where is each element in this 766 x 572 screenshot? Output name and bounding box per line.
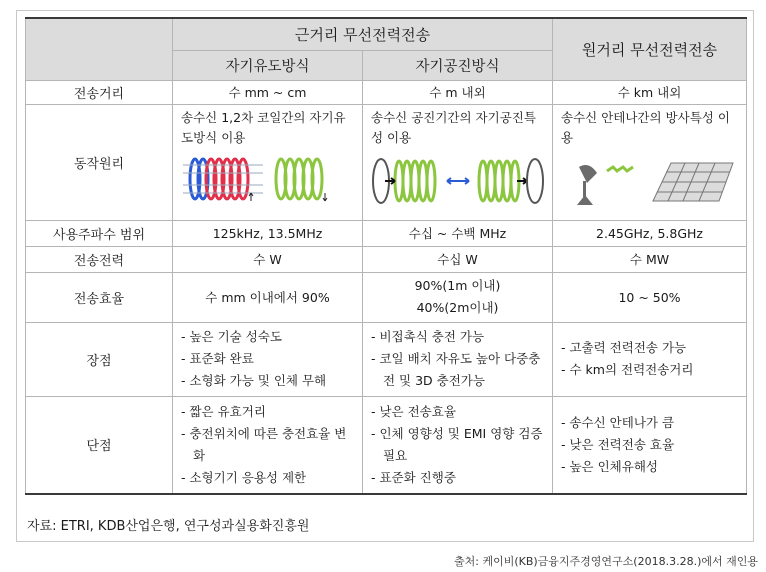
efficiency-resonance-1m: 90%(1m 이내)	[414, 278, 501, 293]
list-item: - 소형기기 응용성 제한	[181, 467, 354, 489]
resonance-coil-illustration	[363, 151, 552, 213]
principle-resonance-text: 송수신 공진기간의 자기공진특성 이용	[371, 109, 536, 145]
row-label-efficiency: 전송효율	[26, 272, 173, 322]
induction-coil-illustration	[173, 151, 362, 213]
row-label-distance: 전송거리	[26, 80, 173, 104]
row-label-power: 전송전력	[26, 246, 173, 272]
cons-far-cell	[553, 396, 747, 494]
table-row-pros	[26, 322, 747, 396]
induction-coils-icon	[173, 151, 363, 213]
cons-resonance-cell	[363, 396, 553, 494]
list-item: - 높은 기술 성숙도	[181, 326, 354, 348]
header-magnetic-resonance: 자기공진방식	[363, 50, 553, 80]
principle-far-text: 송수신 안테나간의 방사특성 이용	[561, 109, 730, 145]
header-near-field: 근거리 무선전력전송	[173, 18, 553, 50]
header-magnetic-induction: 자기유도방식	[173, 50, 363, 80]
resonance-coils-icon	[363, 151, 553, 213]
table-row-frequency	[26, 220, 747, 246]
table-row-power	[26, 246, 747, 272]
credit-note: 출처: 케이비(KB)금융지주경영연구소(2018.3.28.)에서 재인용	[454, 555, 758, 568]
list-item: - 충전위치에 따른 충전효율 변화	[181, 423, 354, 467]
wpt-comparison-table	[25, 17, 747, 495]
list-item: - 코일 배치 자유도 높아 다중충전 및 3D 충전가능	[371, 348, 544, 392]
list-item: - 인체 영향성 및 EMI 영향 검증 필요	[371, 423, 544, 467]
principle-induction-text: 송수신 1,2차 코일간의 자기유도방식 이용	[181, 109, 346, 145]
pros-induction-cell	[173, 322, 363, 396]
distance-induction: 수 mm ~ cm	[173, 80, 363, 104]
distance-far: 수 km 내외	[553, 80, 747, 104]
efficiency-induction: 수 mm 이내에서 90%	[173, 272, 363, 322]
power-far: 수 MW	[553, 246, 747, 272]
list-item: - 표준화 완료	[181, 348, 354, 370]
frequency-induction: 125kHz, 13.5MHz	[173, 220, 363, 246]
row-label-pros: 장점	[26, 322, 173, 396]
header-corner	[26, 18, 173, 80]
far-field-illustration	[553, 151, 746, 213]
principle-resonance-cell	[363, 104, 553, 220]
header-far-field: 원거리 무선전력전송	[553, 18, 747, 80]
list-item: - 고출력 전력전송 가능	[561, 337, 738, 359]
frequency-far: 2.45GHz, 5.8GHz	[553, 220, 747, 246]
power-resonance: 수십 W	[363, 246, 553, 272]
list-item: - 비접촉식 충전 가능	[371, 326, 544, 348]
table-row-cons	[26, 396, 747, 494]
table-row-principle	[26, 104, 747, 220]
list-item: - 낮은 전송효율	[371, 401, 544, 423]
list-item: - 짧은 유효거리	[181, 401, 354, 423]
distance-resonance: 수 m 내외	[363, 80, 553, 104]
list-item: - 소형화 가능 및 인체 무해	[181, 370, 354, 392]
list-item: - 낮은 전력전송 효율	[561, 434, 738, 456]
power-induction: 수 W	[173, 246, 363, 272]
cons-induction-cell	[173, 396, 363, 494]
row-label-cons: 단점	[26, 396, 173, 494]
antenna-solar-panel-icon	[553, 151, 747, 213]
list-item: - 표준화 진행중	[371, 467, 544, 489]
frequency-resonance: 수십 ~ 수백 MHz	[363, 220, 553, 246]
principle-far-cell	[553, 104, 747, 220]
efficiency-resonance-cell	[363, 272, 553, 322]
pros-far-cell	[553, 322, 747, 396]
row-label-principle: 동작원리	[26, 104, 173, 220]
list-item: - 높은 인체유해성	[561, 456, 738, 478]
table-frame	[16, 10, 754, 542]
efficiency-far: 10 ~ 50%	[553, 272, 747, 322]
table-row-distance	[26, 80, 747, 104]
list-item: - 수 km의 전력전송거리	[561, 359, 738, 381]
row-label-frequency: 사용주파수 범위	[26, 220, 173, 246]
efficiency-resonance-2m: 40%(2m이내)	[416, 300, 499, 315]
table-row-efficiency	[26, 272, 747, 322]
list-item: - 송수신 안테나가 큼	[561, 412, 738, 434]
principle-induction-cell	[173, 104, 363, 220]
pros-resonance-cell	[363, 322, 553, 396]
source-note: 자료: ETRI, KDB산업은행, 연구성과실용화진흥원	[27, 519, 310, 534]
